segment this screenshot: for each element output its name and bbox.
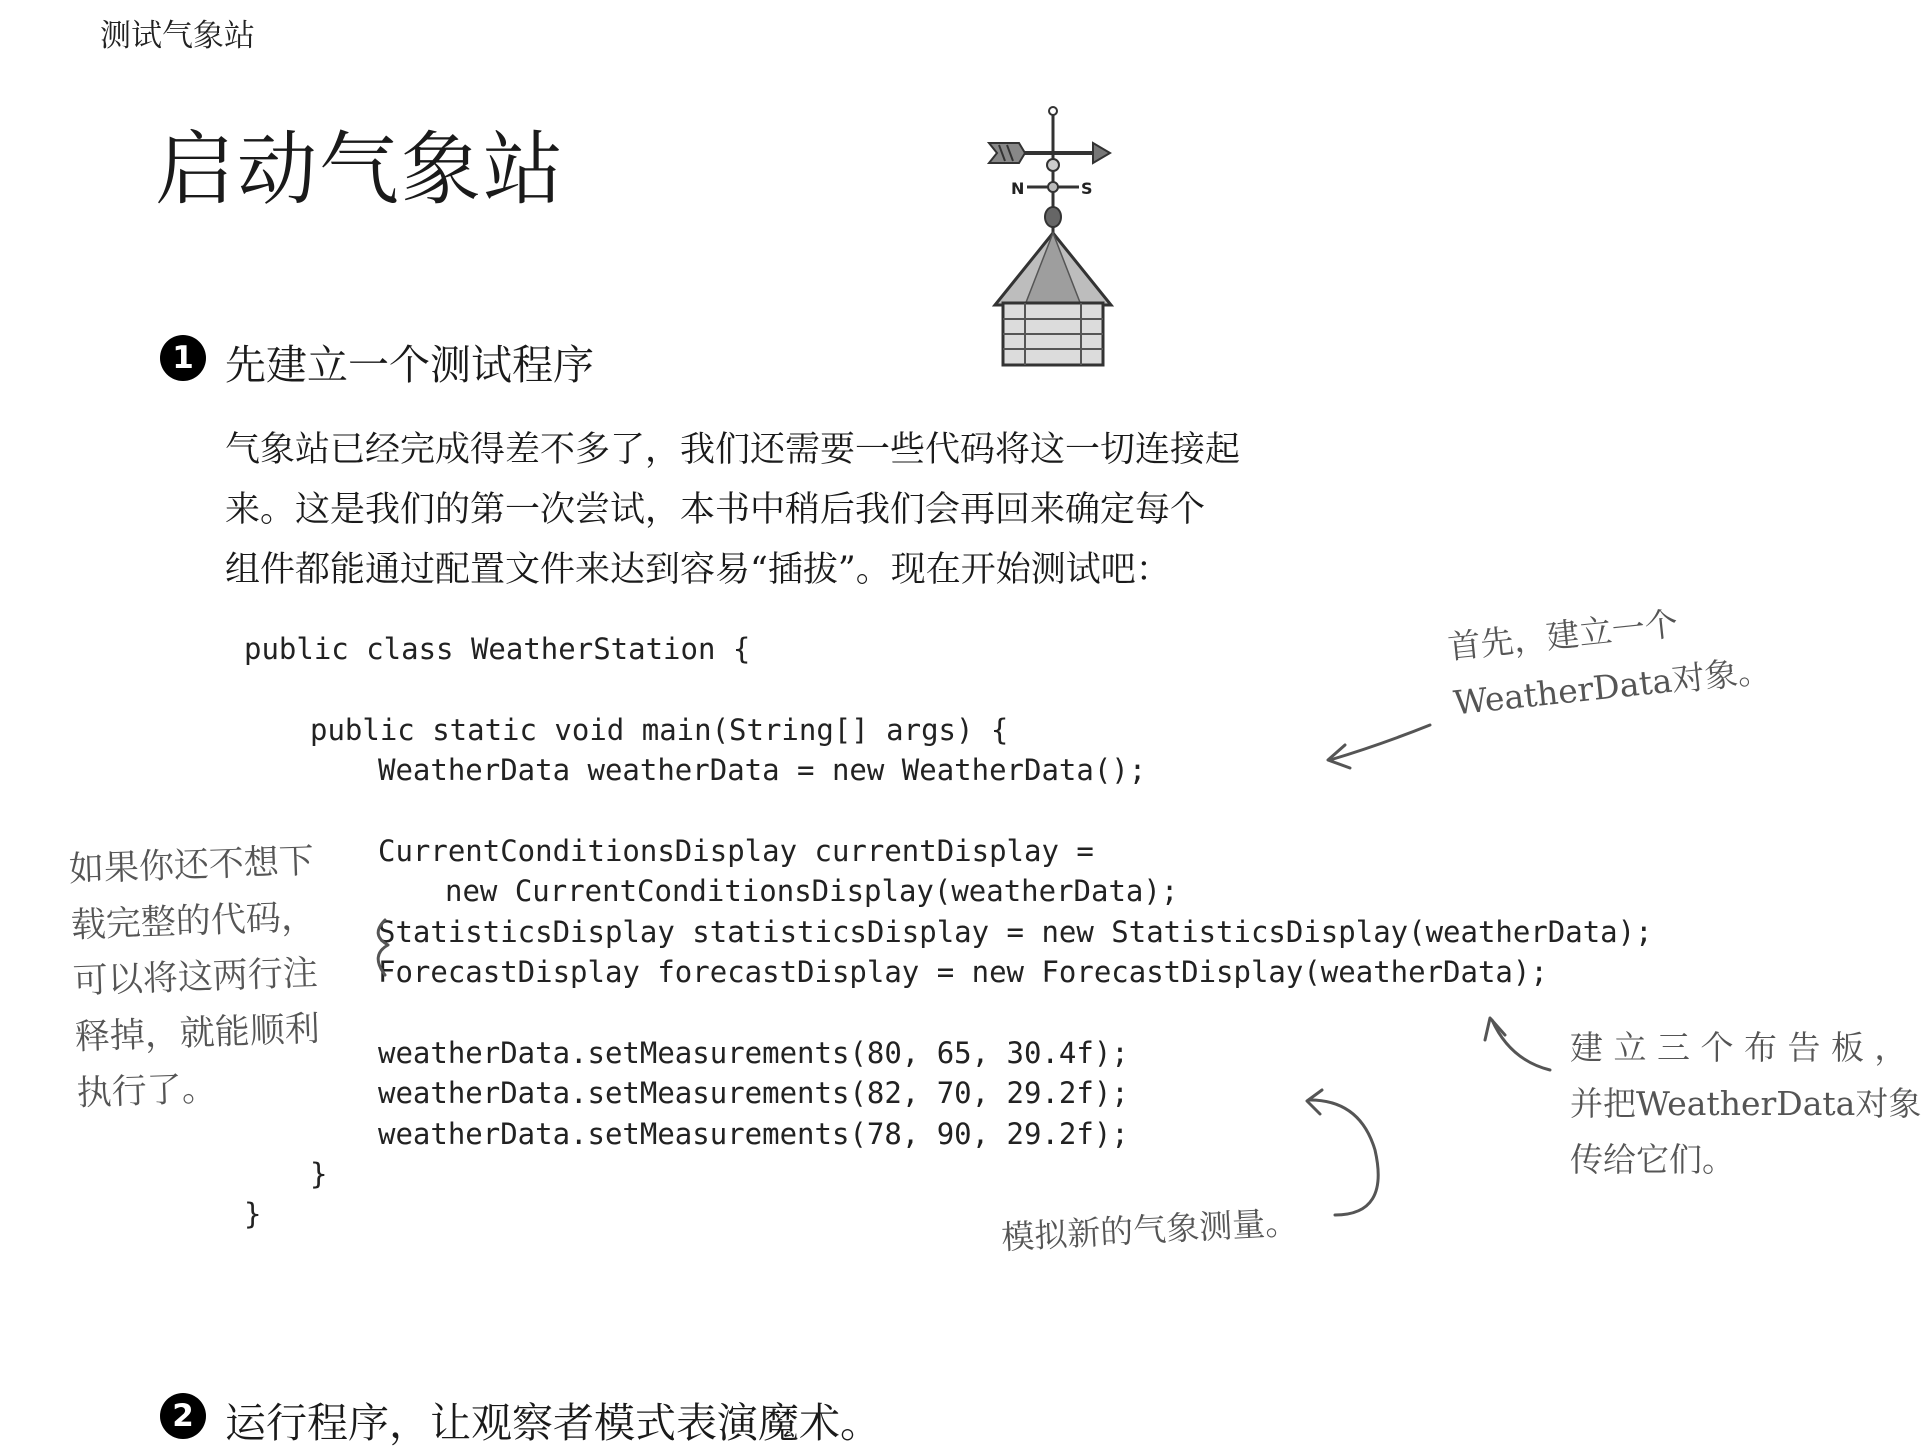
compass-south-letter: S [1081, 179, 1093, 198]
code-line: } [310, 1157, 328, 1191]
code-line: new CurrentConditionsDisplay(weatherData); [445, 874, 1179, 908]
step-2-title: 运行程序，让观察者模式表演魔术。 [225, 1399, 881, 1447]
code-line: } [244, 1197, 262, 1231]
arrow-to-displays [1492, 1020, 1550, 1070]
annotation-create-weatherdata: 首先，建立一个 WeatherData对象。 [1445, 603, 1773, 723]
step-2-badge: 2 [160, 1393, 206, 1439]
step-1-badge: 1 [160, 335, 206, 381]
code-line: CurrentConditionsDisplay currentDisplay = [378, 834, 1094, 868]
code-line: ForecastDisplay forecastDisplay = new ForecastDisplay(weatherData); [378, 955, 1548, 989]
code-line: StatisticsDisplay statisticsDisplay = new StatisticsDisplay(weatherData); [378, 915, 1653, 949]
code-line: public class WeatherStation { [244, 632, 751, 666]
annotation-create-displays: 建 立 三 个 布 告 板 ， 并把WeatherData对象 传给它们。 [1570, 1028, 1922, 1179]
intro-line: 来。这是我们的第一次尝试，本书中稍后我们会再回来确定每个 [225, 490, 1206, 530]
arrow-to-measurements [1310, 1100, 1378, 1215]
code-line: weatherData.setMeasurements(78, 90, 29.2f); [378, 1117, 1129, 1151]
annotation-simulate: 模拟新的气象测量。 [1000, 1202, 1300, 1257]
compass-north-letter: N [1011, 179, 1025, 198]
page-title: 启动气象站 [155, 123, 565, 216]
code-line: weatherData.setMeasurements(80, 65, 30.4f); [378, 1036, 1129, 1070]
annotation-comment-out: 如果你还不想下 载完整的代码， 可以将这两行注 释掉，就能顺利 执行了。 [68, 841, 321, 1114]
code-line: WeatherData weatherData = new WeatherData(); [378, 753, 1147, 787]
comment-bracket [378, 920, 388, 975]
arrow-to-weatherdata [1330, 725, 1430, 760]
running-header: 测试气象站 [100, 18, 255, 54]
intro-line: 气象站已经完成得差不多了，我们还需要一些代码将这一切连接起 [225, 430, 1241, 470]
code-line: public static void main(String[] args) { [310, 713, 1009, 747]
code-line: weatherData.setMeasurements(82, 70, 29.2f); [378, 1076, 1129, 1110]
step-1-title: 先建立一个测试程序 [225, 341, 594, 389]
intro-line: 组件都能通过配置文件来达到容易“插拔”。现在开始测试吧： [225, 550, 1171, 590]
